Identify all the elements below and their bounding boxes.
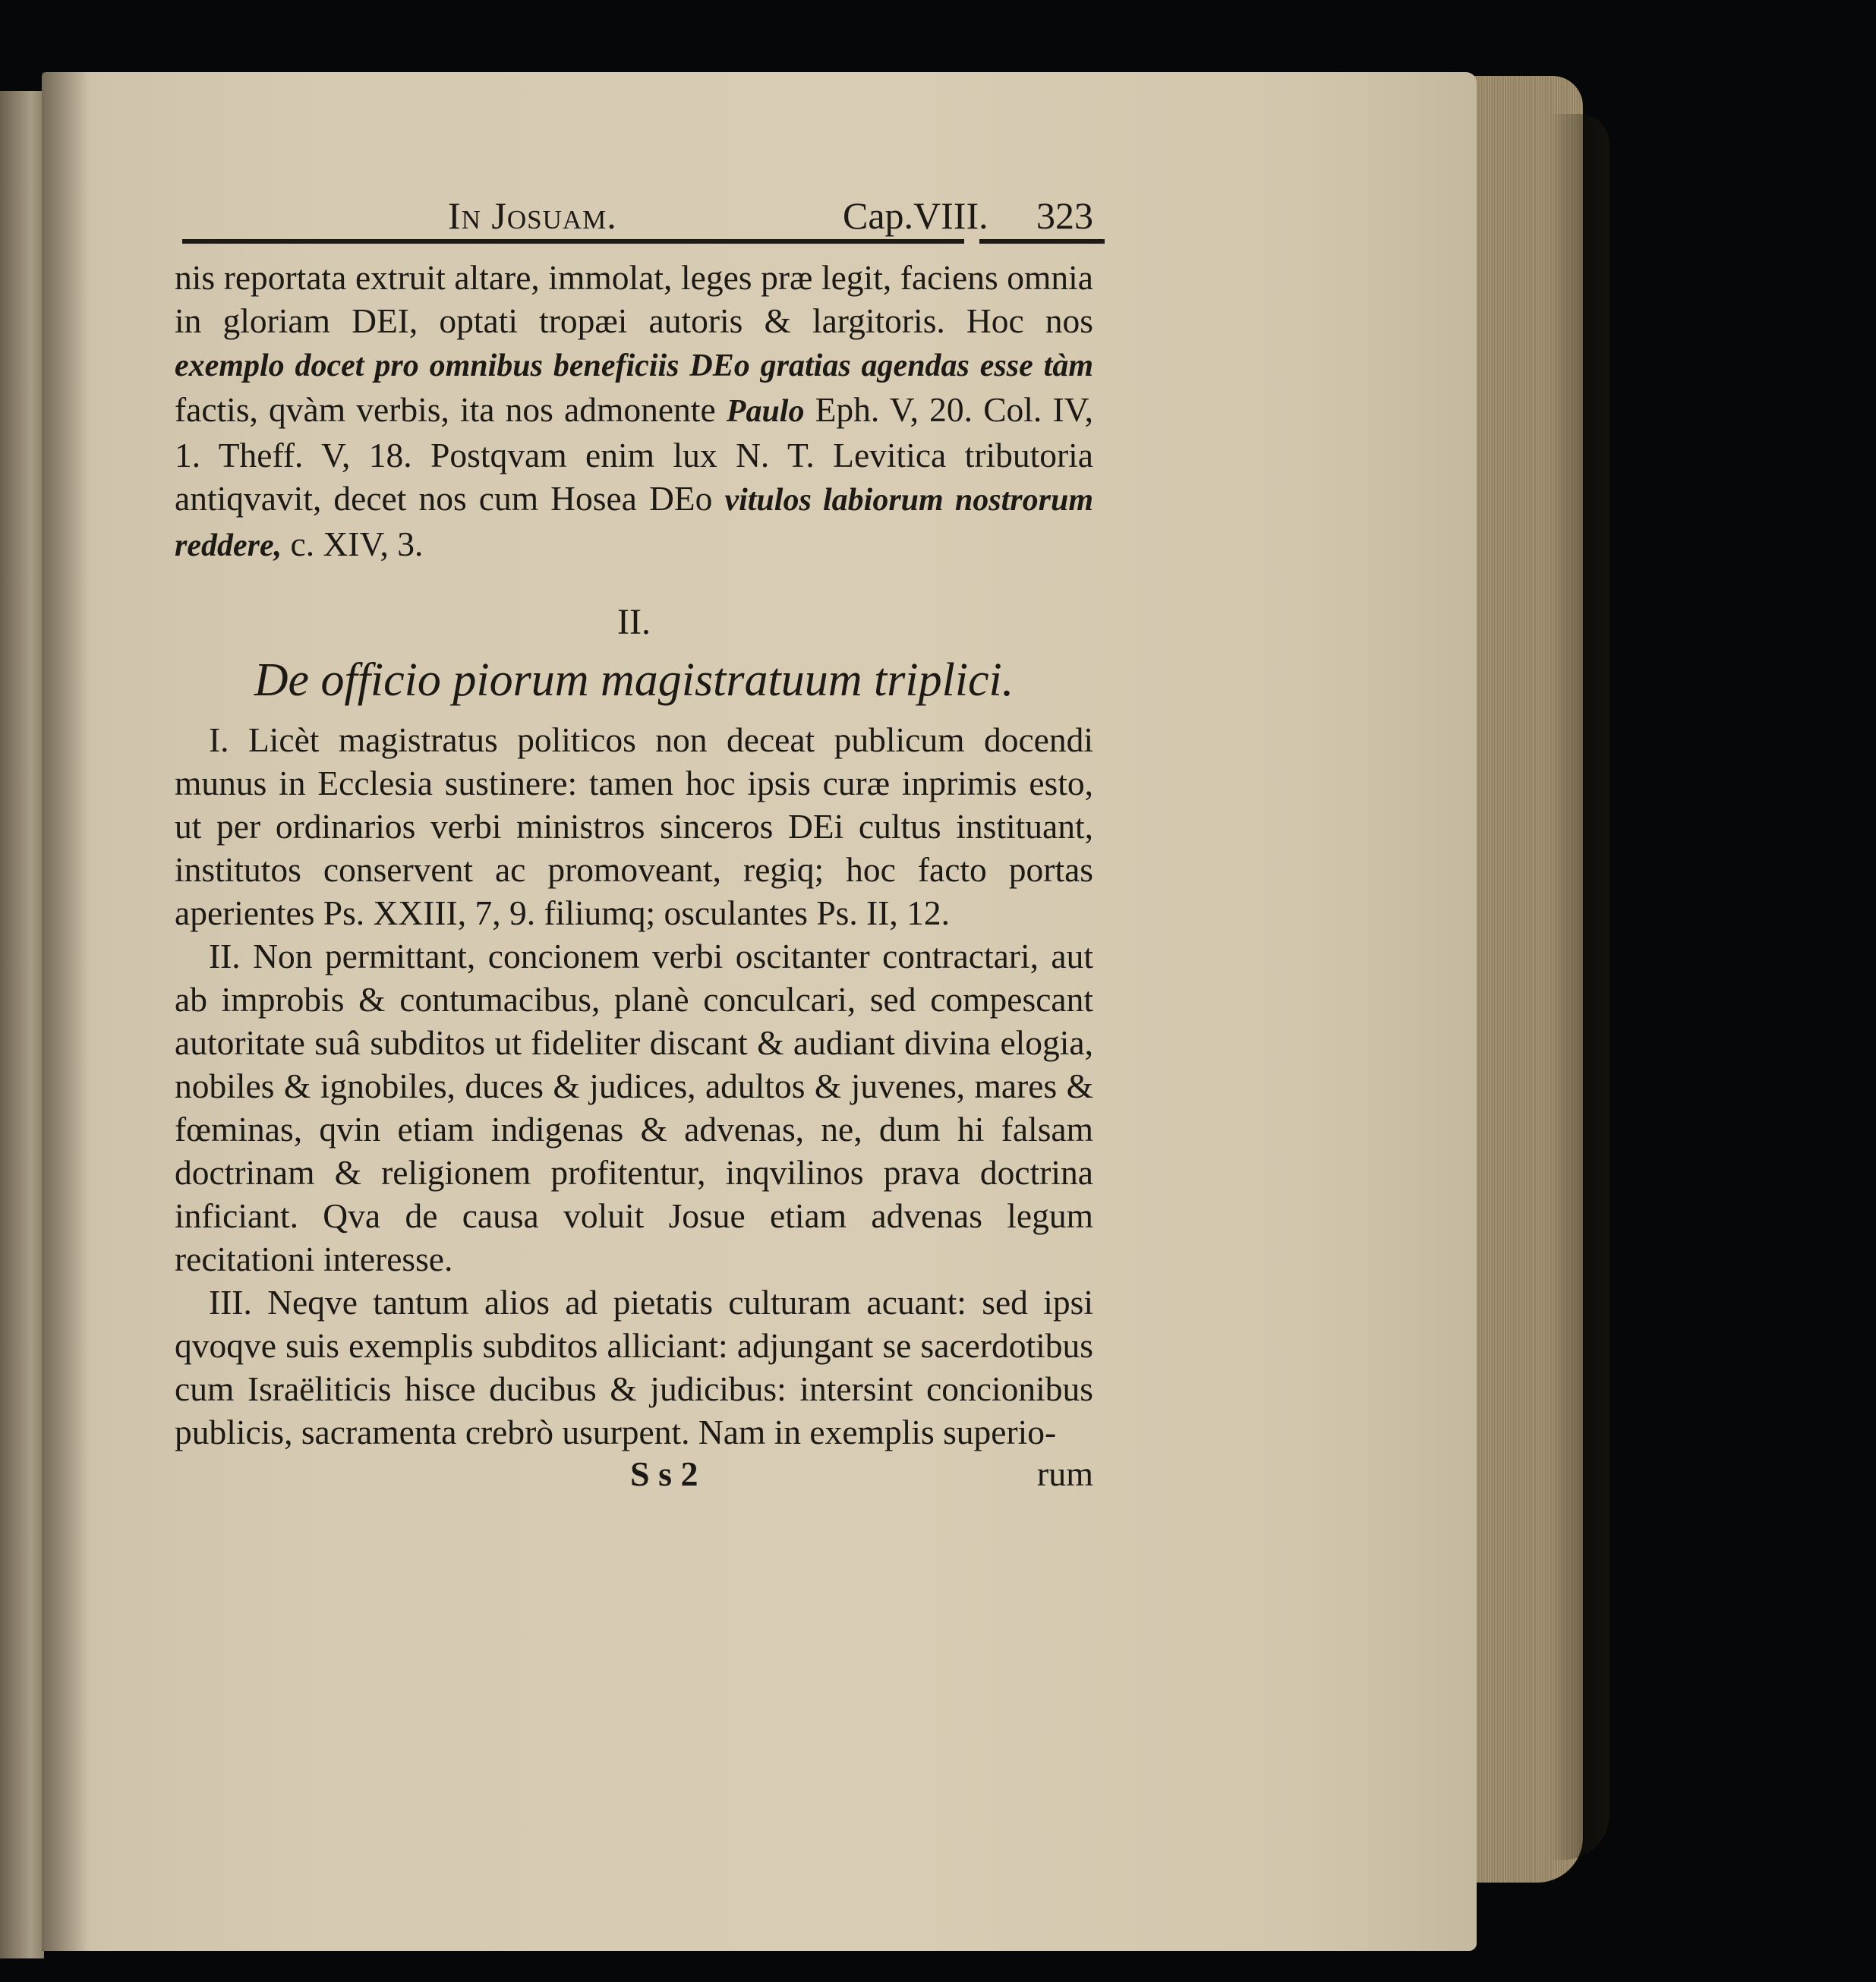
intro-segment-italic: vitulos labiorum nostrorum reddere, [175, 483, 1093, 563]
section-number: II. [617, 602, 651, 642]
paragraph-1: I. Licèt magistratus politicos non deceat publicum docendi munus in Ecclesia sustinere: tamen hoc ipsis curæ inprimis esto, ut per ordinarios verbi ministros sinceros DEi cultus instituant, institutos conservent ac promoveant, regiq; hoc facto portas aperientes Ps. XXIII, 7, 9. filiumq; osculantes Ps. II, 12. [175, 720, 1093, 932]
intro-segment: factis, qvàm verbis, ita nos admonente [175, 390, 727, 429]
intro-segment: nis reportata extruit altare, immolat, leges præ legit, faciens omnia in gloriam DEI, optati tropæi autoris & largitoris. Hoc nos [175, 258, 1093, 340]
intro-segment-italic: exemplo docet pro omnibus beneficiis DEo gratias agendas esse tàm [175, 348, 1093, 383]
intro-segment: Eph. V, 20. Col. IV, 1. Theff. V, 18. Postqvam enim lux N. T. Levitica tributoria antiqvavit, decet nos cum Hosea DEo [175, 390, 1093, 518]
signature-mark: S s 2 [630, 1454, 698, 1493]
page-number: 323 [1036, 194, 1093, 237]
paragraph-2: II. Non permittant, concionem verbi oscitanter contractari, aut ab improbis & contumacibus, planè conculcari, sed compescant autoritate suâ subditos ut fideliter discant & audiant divina elogia, nobiles & ignobiles, duces & judices, adultos & juvenes, mares & fœminas, qvin etiam indigenas & advenas, ne, dum hi falsam doctrinam & religionem profitentur, inqvilinos prava doctrina inficiant. Qva de causa voluit Josue etiam advenas legum recitationi interesse. [175, 937, 1093, 1278]
header-rule [182, 239, 964, 244]
page-header [175, 194, 1093, 247]
facing-page-edge [0, 91, 44, 1958]
intro-segment-italic: Paulo [726, 394, 805, 429]
running-head: In Josuam. [448, 194, 617, 237]
intro-paragraph [175, 256, 1093, 568]
paragraph-3: III. Neqve tantum alios ad pietatis culturam acuant: sed ipsi qvoqve suis exemplis subditos alliciant: adjungant se sacerdotibus cum Israëliticis hisce ducibus & judicibus: intersint concionibus publicis, sacramenta crebrò usurpent. Nam in exemplis superio- [175, 1283, 1093, 1451]
catchword: rum [1036, 1454, 1093, 1493]
page-footer [175, 1454, 1093, 1499]
section-title: De officio piorum magistratuum triplici. [254, 654, 1014, 706]
page-gutter-shadow [42, 72, 87, 1951]
text-block [175, 194, 1093, 1499]
header-rule-short [979, 239, 1105, 244]
chapter-label: Cap.VIII. [843, 194, 988, 237]
body-text [175, 256, 1093, 1454]
fore-edge-shadow [1549, 114, 1610, 1860]
intro-segment: c. XIV, 3. [282, 525, 424, 563]
